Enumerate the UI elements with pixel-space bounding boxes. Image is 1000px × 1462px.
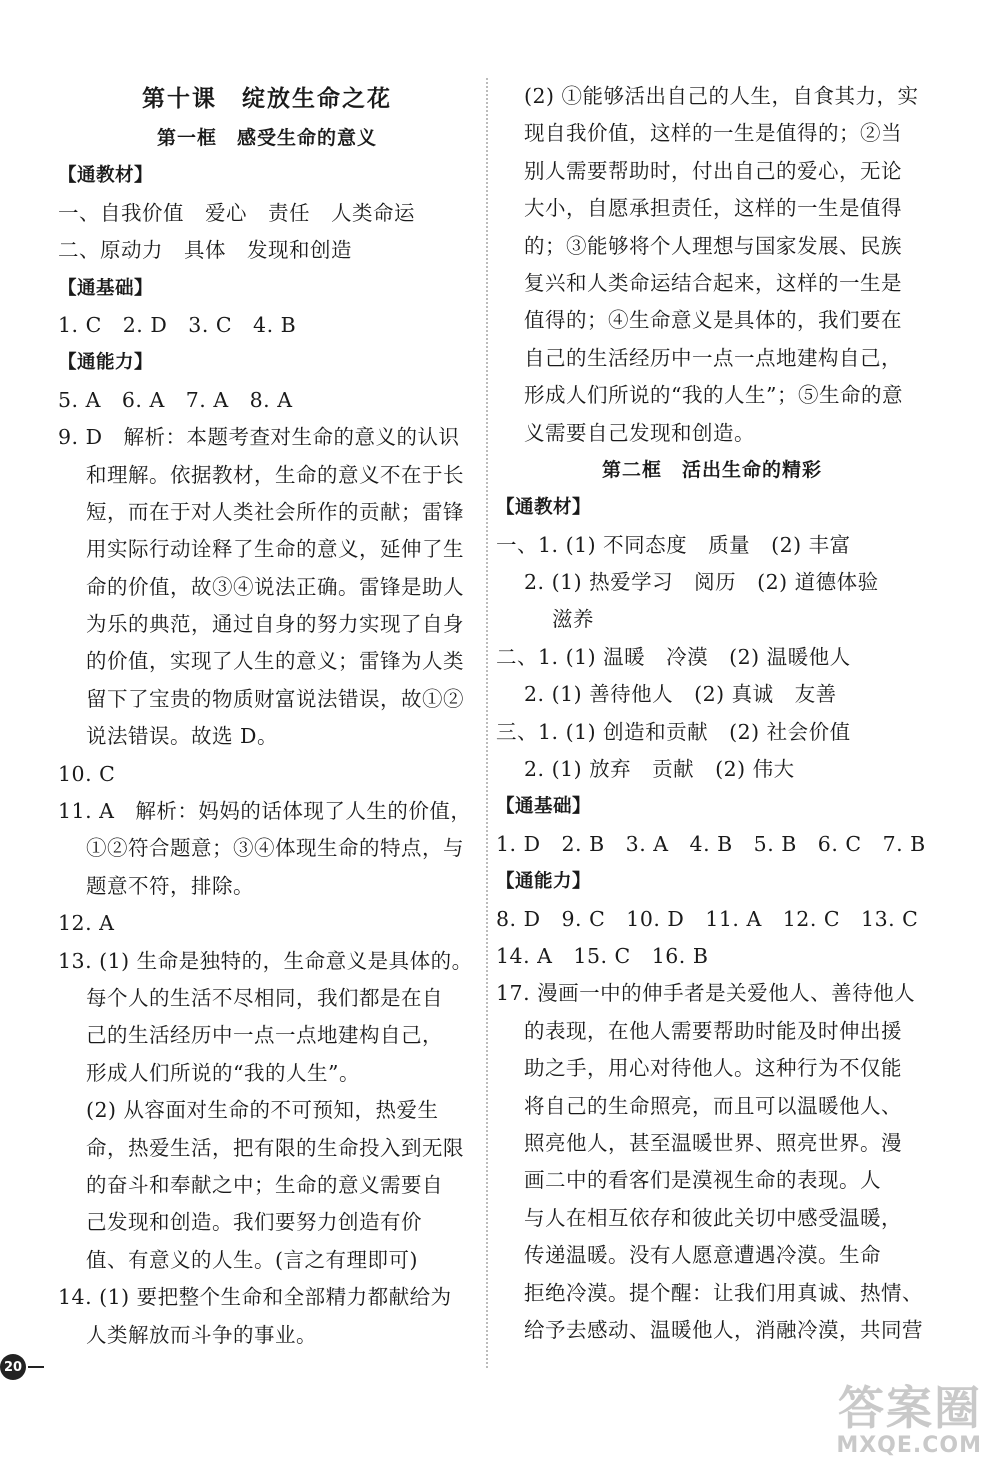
text-line: 一、自我价值 爱心 责任 人类命运	[58, 200, 415, 225]
section-heading: 【通能力】	[496, 871, 592, 893]
text-line: 义需要自己发现和创造。	[524, 420, 755, 445]
text-line: 己发现和创造。我们要努力创造有价	[86, 1210, 422, 1235]
page-number-badge: 20	[0, 1354, 26, 1380]
watermark-logo	[836, 1383, 982, 1458]
text-line: 二、1. (1) 温暖 冷漠 (2) 温暖他人	[496, 644, 851, 669]
left-column	[58, 78, 476, 1354]
section-heading: 【通教材】	[58, 165, 154, 187]
text-line: 短，而在于对人类社会所作的贡献；雷锋	[86, 499, 464, 524]
watermark-url: MXQE.COM	[836, 1433, 982, 1458]
page-number-dash	[28, 1366, 44, 1368]
text-line: 14. (1) 要把整个生命和全部精力都献给为	[58, 1285, 452, 1310]
text-line: (2) ①能够活出自己的人生，自食其力，实	[524, 84, 919, 108]
text-line: 助之手，用心对待他人。这种行为不仅能	[524, 1056, 902, 1081]
text-line: 值、有意义的人生。(言之有理即可)	[86, 1247, 418, 1272]
text-line: 留下了宝贵的物质财富说法错误，故①②	[86, 686, 464, 711]
text-line: 传递温暖。没有人愿意遭遇冷漠。生命	[524, 1243, 881, 1268]
text-line: 大小，自愿承担责任，这样的一生是值得	[524, 196, 902, 221]
text-line: 题意不符，排除。	[86, 873, 254, 898]
text-line: 的表现，在他人需要帮助时能及时伸出援	[524, 1018, 902, 1043]
text-line: 现自我价值，这样的一生是值得的；②当	[524, 121, 902, 146]
section-heading: 【通教材】	[496, 497, 592, 519]
lesson-title: 第十课 绽放生命之花	[142, 85, 392, 112]
section-heading: 【通基础】	[496, 796, 592, 818]
subsection-title: 第二框 活出生命的精彩	[601, 458, 822, 481]
text-line: 为乐的典范，通过自身的努力实现了自身	[86, 612, 464, 637]
text-line: 13. (1) 生命是独特的，生命意义是具体的。	[58, 948, 473, 973]
text-line: 8. D 9. C 10. D 11. A 12. C 13. C	[496, 906, 919, 931]
text-line: 值得的；④生命意义是具体的，我们要在	[524, 308, 902, 333]
text-line: 10. C	[58, 761, 116, 786]
text-line: 5. A 6. A 7. A 8. A	[58, 387, 293, 412]
text-line: 2. (1) 热爱学习 阅历 (2) 道德体验	[524, 570, 879, 595]
text-line: 人类解放而斗争的事业。	[86, 1322, 317, 1347]
text-line: 说法错误。故选 D。	[86, 724, 278, 749]
section-heading: 【通基础】	[58, 277, 154, 299]
text-line: 一、1. (1) 不同态度 质量 (2) 丰富	[496, 532, 851, 557]
text-line: 形成人们所说的“我的人生”；⑤生命的意	[524, 383, 903, 408]
text-line: 和理解。依据教材，生命的意义不在于长	[86, 462, 464, 487]
text-line: 11. A 解析：妈妈的话体现了人生的价值，	[58, 799, 472, 824]
text-line: 照亮他人，甚至温暖世界、照亮世界。漫	[524, 1130, 902, 1155]
watermark-text: 答案圈	[838, 1381, 982, 1435]
text-line: ①②符合题意；③④体现生命的特点，与	[86, 836, 464, 861]
text-line: 每个人的生活不尽相同，我们都是在自	[86, 985, 443, 1010]
text-line: 别人需要帮助时，付出自己的爱心，无论	[524, 158, 902, 183]
text-line: 将自己的生命照亮，而且可以温暖他人、	[524, 1093, 902, 1118]
text-line: 12. A	[58, 911, 115, 936]
text-line: 用实际行动诠释了生命的意义，延伸了生	[86, 537, 464, 562]
section-heading: 【通能力】	[58, 352, 154, 374]
text-line: 三、1. (1) 创造和贡献 (2) 社会价值	[496, 719, 851, 744]
page-number	[0, 1354, 44, 1380]
text-line: 1. D 2. B 3. A 4. B 5. B 6. C 7. B	[496, 831, 926, 856]
text-line: 自己的生活经历中一点一点地建构自己，	[524, 345, 902, 370]
text-line: 给予去感动、温暖他人，消融冷漠，共同营	[524, 1317, 923, 1342]
text-line: 二、原动力 具体 发现和创造	[58, 238, 352, 263]
text-line: 9. D 解析：本题考查对生命的意义的认识	[58, 425, 460, 450]
text-line: 画二中的看客们是漠视生命的表现。人	[524, 1168, 881, 1193]
text-line: 2. (1) 善待他人 (2) 真诚 友善	[524, 682, 837, 707]
text-line: 2. (1) 放弃 贡献 (2) 伟大	[524, 757, 795, 782]
column-divider	[486, 78, 488, 1368]
text-line: 复兴和人类命运结合起来，这样的一生是	[524, 270, 902, 295]
text-line: (2) 从容面对生命的不可预知，热爱生	[86, 1098, 439, 1123]
text-line: 形成人们所说的“我的人生”。	[86, 1060, 360, 1085]
text-line: 与人在相互依存和彼此关切中感受温暖，	[524, 1205, 902, 1230]
text-line: 17. 漫画一中的伸手者是关爱他人、善待他人	[496, 981, 916, 1006]
subsection-title: 第一框 感受生命的意义	[156, 127, 377, 149]
text-line: 滋养	[552, 607, 594, 632]
text-line: 的；③能够将个人理想与国家发展、民族	[524, 233, 902, 258]
text-line: 的价值，实现了人生的意义；雷锋为人类	[86, 649, 464, 674]
text-line: 14. A 15. C 16. B	[496, 943, 709, 968]
text-line: 的奋斗和奉献之中；生命的意义需要自	[86, 1172, 443, 1197]
text-line: 拒绝冷漠。提个醒：让我们用真诚、热情、	[524, 1280, 923, 1305]
text-line: 命，热爱生活，把有限的生命投入到无限	[86, 1135, 464, 1160]
text-line: 1. C 2. D 3. C 4. B	[58, 312, 297, 337]
text-line: 己的生活经历中一点一点地建构自己，	[86, 1023, 443, 1048]
text-line: 命的价值，故③④说法正确。雷锋是助人	[86, 574, 464, 599]
right-column	[496, 78, 928, 1349]
